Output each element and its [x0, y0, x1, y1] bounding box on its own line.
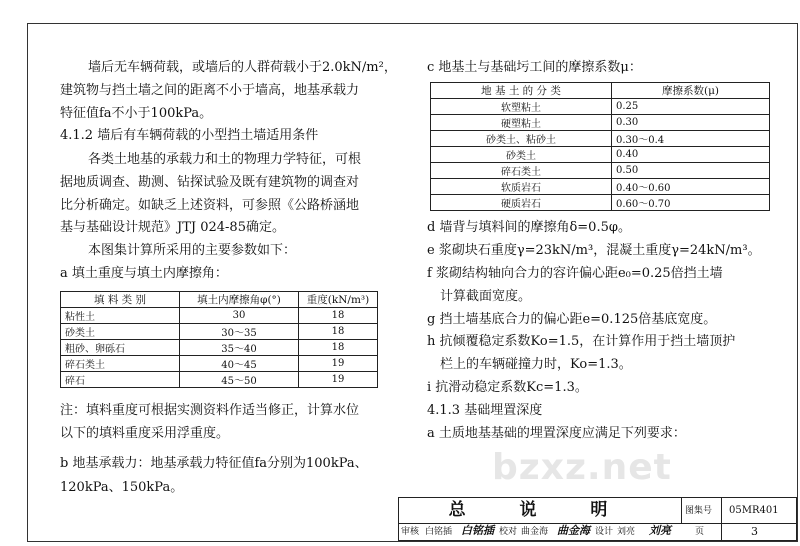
cell: 0.40～0.60 [612, 179, 770, 195]
table-row [61, 356, 378, 372]
cell: 碎石 [61, 372, 180, 388]
note-line2: 以下的填料重度采用浮重度。 [60, 426, 230, 441]
header-cell: 摩擦系数(μ) [612, 83, 770, 99]
cell: 粘性土 [61, 308, 180, 324]
atlas-number: 05MR401 [729, 505, 779, 516]
cell: 30 [180, 308, 299, 324]
designer-signature: 刘亮 [649, 524, 671, 537]
cell: 0.25 [612, 99, 770, 115]
table-row [61, 372, 378, 388]
cell: 45～50 [180, 372, 299, 388]
note-line1: 注：填料重度可根据实测资料作适当修正，计算水位 [60, 403, 360, 418]
table-row [431, 99, 770, 115]
cell: 软质岩石 [431, 179, 612, 195]
para2-line2: 据地质调查、勘测、钻探试验及既有建筑物的调查对 [60, 175, 360, 190]
table-row [431, 115, 770, 131]
item-b-line1: b 地基承载力：地基承载力特征值fa分别为100kPa、 [60, 456, 368, 471]
para2-line1: 各类土地基的承载力和土的物理力学特征，可根 [88, 152, 362, 167]
item-c: c 地基土与基础圬工间的摩擦系数μ： [427, 60, 642, 75]
table-row [431, 147, 770, 163]
table-header-row [61, 292, 378, 308]
cell: 30～35 [180, 324, 299, 340]
item-h-line2: 栏上的车辆碰撞力时，Ko=1.3。 [440, 357, 632, 372]
cell: 18 [299, 308, 378, 324]
designer-name: 刘亮 [617, 527, 636, 537]
item-h-line1: h 抗倾覆稳定系数Ko=1.5，在计算作用于挡土墙顶护 [427, 334, 736, 349]
fill-material-table [60, 291, 378, 388]
cell: 18 [299, 340, 378, 356]
item-a-right: a 土质地基基础的埋置深度应满足下列要求： [427, 426, 686, 441]
item-g: g 挡土墙基底合力的偏心距e=0.125倍基底宽度。 [427, 312, 717, 327]
reviewer-name: 白铭插 [425, 527, 453, 537]
table-row [61, 340, 378, 356]
title-block [398, 497, 797, 541]
design-label: 设计 [595, 527, 614, 537]
para1-line3: 特征值fa不小于100kPa。 [60, 106, 213, 121]
header-cell: 填 料 类 别 [61, 292, 180, 308]
page-label: 页 [695, 527, 705, 537]
item-d: d 墙背与填料间的摩擦角δ=0.5φ。 [427, 220, 631, 235]
checker-signature: 曲金海 [557, 524, 590, 537]
table-row [431, 179, 770, 195]
item-f-line1: f 浆砌结构轴向合力的容许偏心距e₀=0.25倍挡土墙 [427, 266, 723, 281]
review-label: 审核 [401, 527, 420, 537]
cell: 35～40 [180, 340, 299, 356]
section-4-1-2: 4.1.2 墙后有车辆荷载的小型挡土墙适用条件 [60, 128, 319, 143]
cell: 砂类土、粘砂土 [431, 131, 612, 147]
cell: 40～45 [180, 356, 299, 372]
item-a: a 填土重度与填土内摩擦角： [60, 266, 228, 281]
cell: 0.50 [612, 163, 770, 179]
checker-name: 曲金海 [521, 527, 549, 537]
item-i: i 抗滑动稳定系数Kc=1.3。 [427, 380, 588, 395]
signature-row [399, 523, 681, 540]
cell: 0.30 [612, 115, 770, 131]
table-header-row [431, 83, 770, 99]
cell: 软塑粘土 [431, 99, 612, 115]
item-e: e 浆砌块石重度γ=23kN/m³，混凝土重度γ=24kN/m³。 [427, 243, 761, 258]
table-row [61, 308, 378, 324]
table-row [431, 163, 770, 179]
item-f-line2: 计算截面宽度。 [440, 289, 532, 304]
item-b-line2: 120kPa、150kPa。 [60, 480, 184, 495]
cell: 0.60～0.70 [612, 195, 770, 211]
page-label-cell [681, 523, 722, 540]
drawing-title: 总 说 明 [399, 498, 682, 524]
cell: 19 [299, 372, 378, 388]
atlas-label: 图集号 [685, 506, 713, 516]
cell: 硬塑粘土 [431, 115, 612, 131]
page-number: 3 [751, 525, 758, 538]
section-4-1-3: 4.1.3 基础埋置深度 [427, 403, 543, 418]
para1-line2: 建筑物与挡土墙之间的距离不小于墙高，地基承载力 [60, 83, 360, 98]
cell: 粗砂、卵砾石 [61, 340, 180, 356]
check-label: 校对 [499, 527, 518, 537]
reviewer-signature: 白铭插 [461, 524, 494, 537]
header-cell: 重度(kN/m³) [299, 292, 378, 308]
cell: 碎石类土 [61, 356, 180, 372]
header-cell: 地 基 土 的 分 类 [431, 83, 612, 99]
cell: 砂类土 [431, 147, 612, 163]
table-row [431, 195, 770, 211]
watermark: bzxz.net [492, 447, 672, 488]
atlas-label-cell [681, 498, 722, 524]
cell: 0.40 [612, 147, 770, 163]
table-row [61, 324, 378, 340]
para3: 本图集计算所采用的主要参数如下： [88, 243, 297, 258]
header-cell: 填土内摩擦角φ(°) [180, 292, 299, 308]
para2-line3: 比分析确定。如缺乏上述资料，可参照《公路桥涵地 [60, 198, 360, 213]
cell: 19 [299, 356, 378, 372]
atlas-no-cell [721, 498, 796, 524]
cell: 砂类土 [61, 324, 180, 340]
cell: 0.30～0.4 [612, 131, 770, 147]
cell: 硬质岩石 [431, 195, 612, 211]
table-row [431, 131, 770, 147]
cell: 碎石类土 [431, 163, 612, 179]
friction-coefficient-table [430, 82, 770, 211]
para1-line1: 墙后无车辆荷载，或墙后的人群荷载小于2.0kN/m²， [88, 60, 397, 75]
cell: 18 [299, 324, 378, 340]
para2-line4: 基与基础设计规范》JTJ 024-85确定。 [60, 220, 285, 235]
